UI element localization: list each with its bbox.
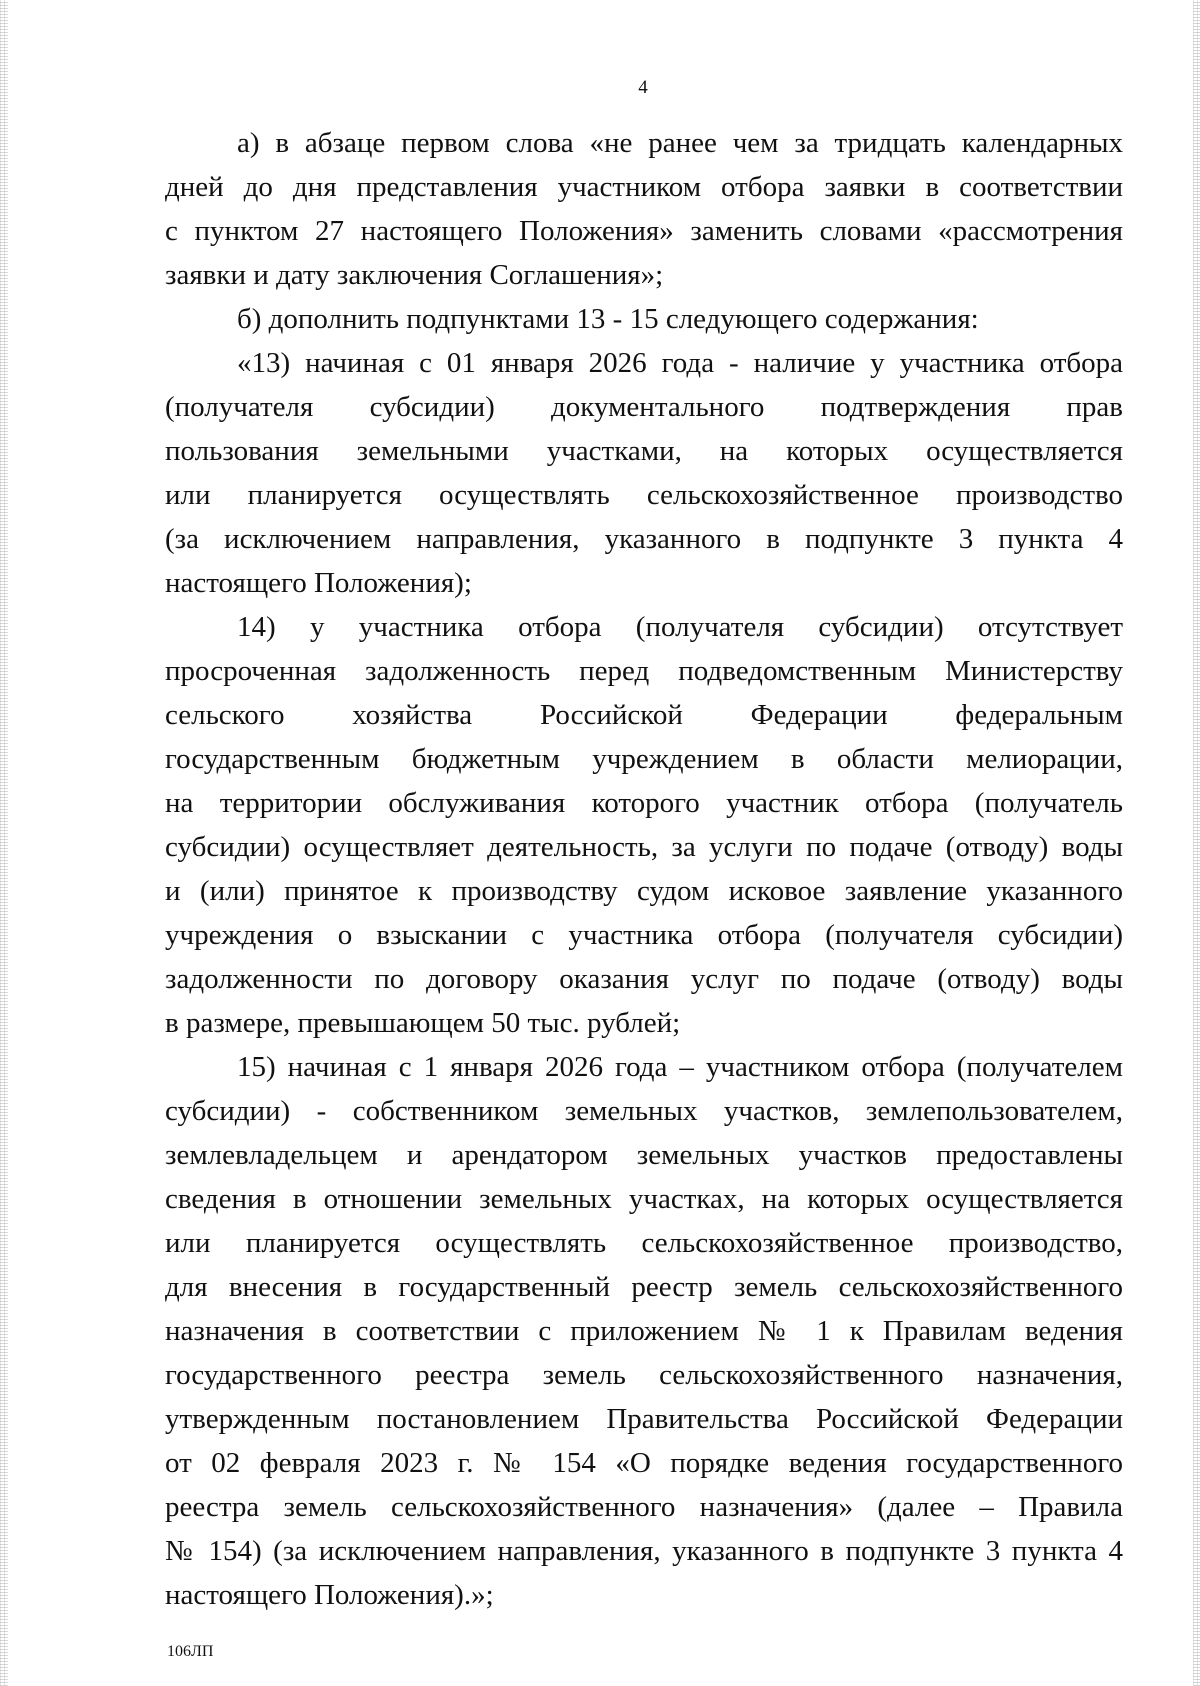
text-line: № 154) (за исключением направления, указанного в подпункте 3 пункта 4 xyxy=(165,1535,1123,1567)
document-body xyxy=(165,121,1123,1617)
scan-edge-right xyxy=(1193,0,1200,1686)
paragraph-item-14 xyxy=(165,605,1123,1045)
text-line: 14) у участника отбора (получателя субсидии) отсутствует xyxy=(237,611,1123,643)
text-line: реестра земель сельскохозяйственного назначения» (далее – Правила xyxy=(165,1491,1123,1523)
text-line: а) в абзаце первом слова «не ранее чем за тридцать календарных xyxy=(237,127,1123,159)
text-line: дней до дня представления участником отбора заявки в соответствии xyxy=(165,171,1123,203)
text-line: (получателя субсидии) документального подтверждения прав xyxy=(165,391,1123,423)
text-line: или планируется осуществлять сельскохозяйственное производство xyxy=(165,479,1123,511)
text-line: назначения в соответствии с приложением № 1 к Правилам ведения xyxy=(165,1315,1123,1347)
text-line: пользования земельными участками, на которых осуществляется xyxy=(165,435,1123,467)
paragraph-b xyxy=(165,297,1123,341)
text-line: сведения в отношении земельных участках, на которых осуществляется xyxy=(165,1183,1123,1215)
text-line: «13) начиная с 01 января 2026 года - наличие у участника отбора xyxy=(237,347,1123,379)
scan-edge-left xyxy=(0,0,8,1686)
page-number: 4 xyxy=(638,77,648,98)
text-line: субсидии) - собственником земельных участков, землепользователем, xyxy=(165,1095,1123,1127)
text-line: утвержденным постановлением Правительства Российской Федерации xyxy=(165,1403,1123,1435)
text-line: на территории обслуживания которого участник отбора (получатель xyxy=(165,787,1123,819)
text-line: государственным бюджетным учреждением в области мелиорации, xyxy=(165,743,1123,775)
text-line: или планируется осуществлять сельскохозяйственное производство, xyxy=(165,1227,1123,1259)
text-line: в размере, превышающем 50 тыс. рублей; xyxy=(165,1007,681,1039)
text-line: настоящего Положения).»; xyxy=(165,1579,494,1611)
paragraph-item-13 xyxy=(165,341,1123,605)
paragraph-item-15 xyxy=(165,1045,1123,1617)
text-line: настоящего Положения); xyxy=(165,567,472,599)
text-line: государственного реестра земель сельскохозяйственного назначения, xyxy=(165,1359,1123,1391)
text-line: задолженности по договору оказания услуг по подаче (отводу) воды xyxy=(165,963,1123,995)
text-line: (за исключением направления, указанного в подпункте 3 пункта 4 xyxy=(165,523,1123,555)
text-line: с пунктом 27 настоящего Положения» заменить словами «рассмотрения xyxy=(165,215,1123,247)
text-line: субсидии) осуществляет деятельность, за услуги по подаче (отводу) воды xyxy=(165,831,1123,863)
text-line: просроченная задолженность перед подведомственным Министерству xyxy=(165,655,1123,687)
paragraph-a xyxy=(165,121,1123,297)
text-line: б) дополнить подпунктами 13 - 15 следующего содержания: xyxy=(237,303,979,335)
text-line: землевладельцем и арендатором земельных участков предоставлены xyxy=(165,1139,1123,1171)
text-line: и (или) принятое к производству судом исковое заявление указанного xyxy=(165,875,1123,907)
text-line: сельского хозяйства Российской Федерации федеральным xyxy=(165,699,1123,731)
text-line: 15) начиная с 1 января 2026 года – участником отбора (получателем xyxy=(237,1051,1123,1083)
text-line: для внесения в государственный реестр земель сельскохозяйственного xyxy=(165,1271,1123,1303)
document-footer-code: 106ЛП xyxy=(167,1643,214,1660)
text-line: от 02 февраля 2023 г. № 154 «О порядке ведения государственного xyxy=(165,1447,1123,1479)
text-line: учреждения о взыскании с участника отбора (получателя субсидии) xyxy=(165,919,1123,951)
text-line: заявки и дату заключения Соглашения»; xyxy=(165,259,664,291)
